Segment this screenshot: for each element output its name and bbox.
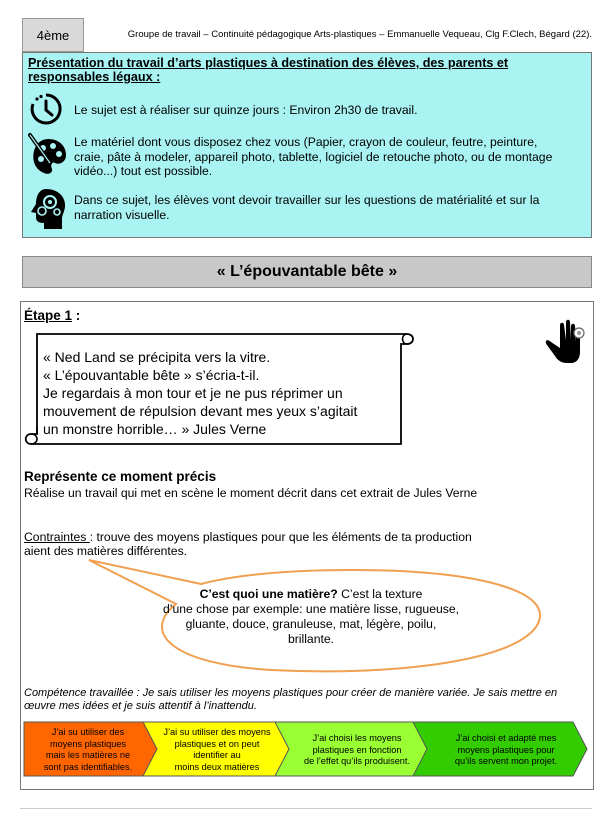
step-label: Étape 1 : [24, 308, 81, 323]
grade-label: 4ème [22, 18, 84, 52]
brain-head-icon [28, 187, 68, 231]
presentation-text-skills: Dans ce sujet, les élèves vont devoir travailler sur les questions de matérialité et sur la narration visuelle. [74, 193, 540, 222]
presentation-panel [22, 52, 592, 238]
clock-icon [28, 91, 64, 127]
competence-text: Compétence travaillée : Je sais utiliser les moyens plastiques pour créer de manière variée. Je sais mettre en œuvre mes idées et je suis attentif à l’inattendu. [24, 687, 558, 712]
task-title: Représente ce moment précis [24, 469, 217, 484]
bubble-text: C’est quoi une matière? C’est la texture d’une chose par exemple: une matière lisse, rugueuse, gluante, douce, granuleuse, mat, légère, poilu, brillante. [162, 587, 460, 646]
level-2-text: J’ai su utiliser des moyens plastiques et on peut identifier au moins deux matières [163, 727, 271, 772]
presentation-item-time [28, 91, 583, 127]
footer-divider [20, 808, 592, 809]
step-panel [20, 301, 594, 790]
header-info: Groupe de travail – Continuité pédagogique Arts-plastiques – Emmanuelle Vequeau, Clg F.Clech, Bégard (22). [127, 29, 592, 40]
level-3-text: J’ai choisi les moyens plastiques en fonction de l’effet qu’ils produisent. [303, 733, 411, 766]
presentation-text-time: Le sujet est à réaliser sur quinze jours : Environ 2h30 de travail. [74, 103, 418, 117]
level-1-text: J’ai su utiliser des moyens plastiques mais les matières ne sont pas identifiables. [43, 727, 133, 772]
presentation-title: Présentation du travail d’arts plastiques à destination des élèves, des parents et responsables légaux : [28, 56, 509, 84]
constraints-text: Contraintes : trouve des moyens plastiques pour que les éléments de ta production aient des matières différentes. [24, 530, 472, 558]
document-title: « L’épouvantable bête » [22, 256, 592, 288]
presentation-item-skills [28, 187, 583, 233]
hand-icon [541, 318, 587, 364]
level-4-text: J’ai choisi et adapté mes moyens plastiques pour qu’ils servent mon projet. [454, 733, 558, 766]
task-description: Réalise un travail qui met en scène le moment décrit dans cet extrait de Jules Verne [24, 486, 478, 500]
quote-text: « Ned Land se précipita vers la vitre. « L’épouvantable bête » s’écria-t-il. Je regardais à mon tour et je ne pus réprimer un mouvement de répulsion devant mes yeux s’agitait un monstre horrible… » Jules Verne [43, 349, 358, 437]
presentation-item-material [28, 133, 583, 181]
palette-brush-icon [28, 133, 68, 177]
presentation-text-material: Le matériel dont vous disposez chez vous (Papier, crayon de couleur, feutre, peinture, craie, pâte à modeler, appareil photo, tablette, logiciel de retouche photo, ou de montage vidéo...) tout est possible. [74, 135, 553, 178]
